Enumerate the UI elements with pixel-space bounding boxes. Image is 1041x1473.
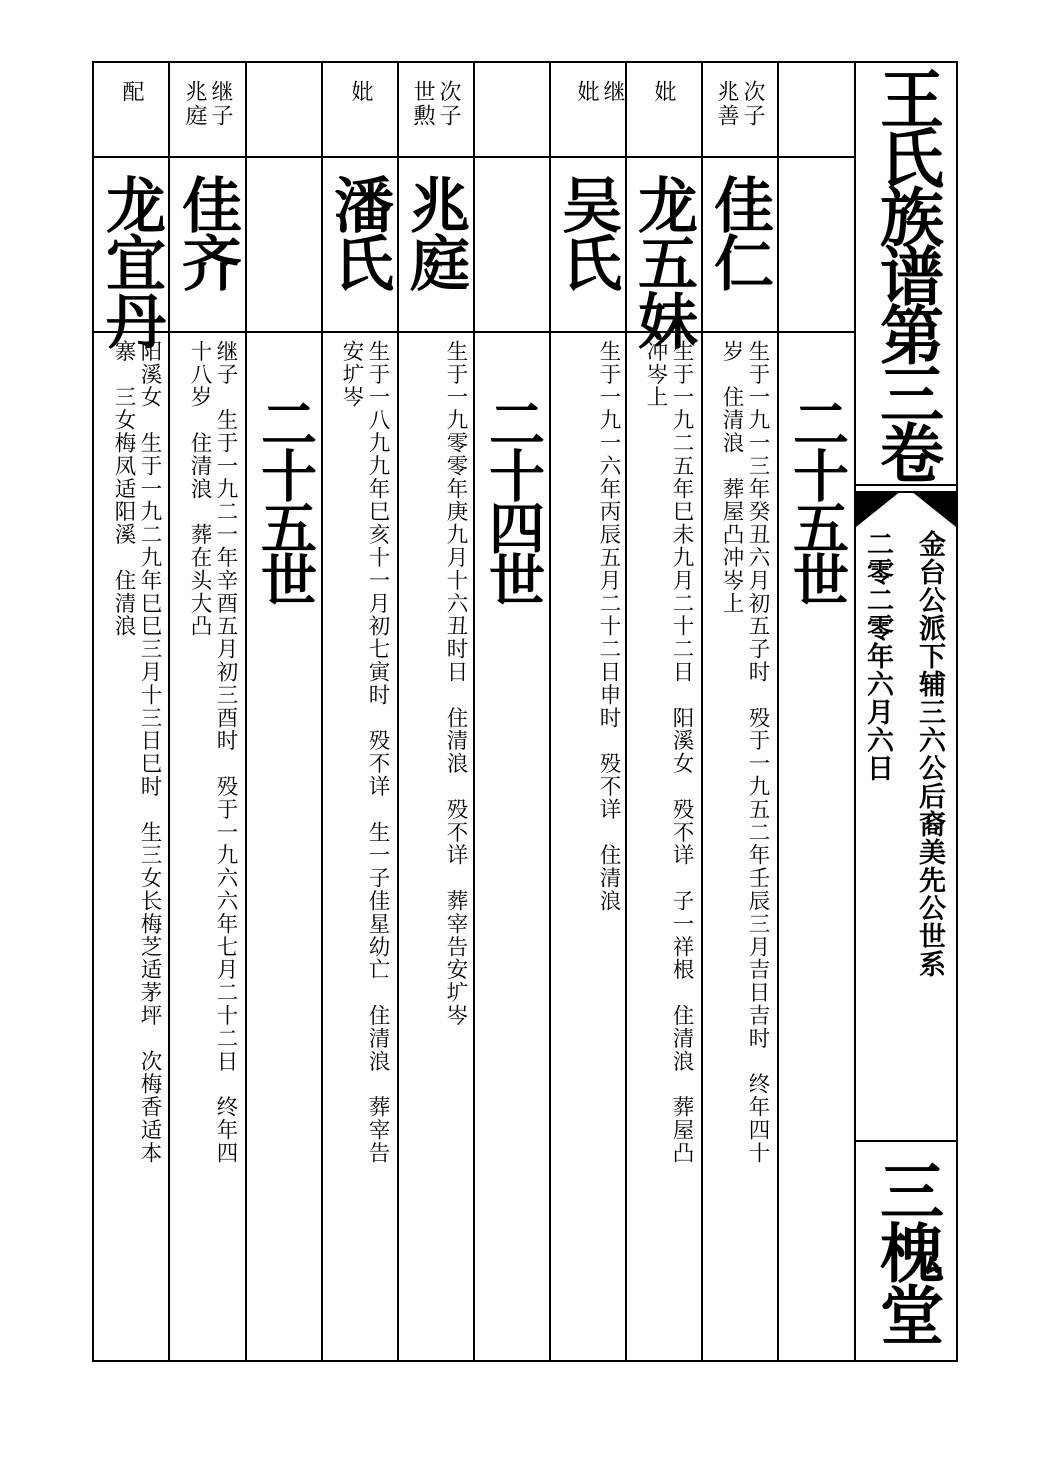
generation-label: 二十四世	[480, 395, 545, 603]
column-divider	[473, 61, 475, 1362]
relation-header: 妣	[651, 80, 676, 104]
name-row-line	[92, 331, 854, 333]
column-divider	[854, 61, 856, 1362]
generation-label: 二十五世	[252, 395, 317, 603]
person-record: 生于一九一三年癸丑六月初五子时 殁于一九五二年壬辰三月吉日吉时 终年四十 岁 住清浪 葬屋凸冲岑上	[719, 340, 770, 1165]
person-name: 潘氏	[324, 174, 394, 290]
relation-header: 次子 兆善	[714, 80, 765, 128]
relation-header: 继 妣	[574, 80, 625, 104]
title-line	[854, 484, 958, 486]
column-divider	[777, 61, 779, 1362]
hall-line	[854, 1140, 958, 1142]
person-record: 阳溪女 生于一九二九年巳巳三月十三日巳时 生三女长梅芝适茅坪 次梅香适本 寨 三女梅凤适阳溪 住清浪	[111, 340, 162, 1165]
book-title: 王氏族谱第三卷	[869, 66, 943, 479]
fishtail-mark	[856, 491, 956, 531]
header-row-line	[92, 156, 854, 158]
person-name: 佳齐	[172, 174, 242, 290]
person-record: 继子 生于一九二一年辛酉五月初三酉时 殁于一九六六年七月二十二日 终年四 十八岁 住清浪 葬在头大凸	[187, 340, 238, 1165]
relation-header: 妣	[348, 80, 373, 104]
generation-label: 二十五世	[784, 395, 849, 603]
compile-date: 二零二零年六月六日	[862, 530, 893, 782]
person-record: 生于一九零零年庚九月十六丑时日 住清浪 殁不详 葬宰告安圹岑	[443, 340, 468, 1027]
person-name: 兆庭	[400, 174, 470, 290]
person-name: 佳仁	[704, 174, 774, 290]
person-record: 生于一八九九年巳亥十一月初七寅时 殁不详 生一子佳星幼亡 住清浪 葬宰告 安圹岑	[339, 340, 390, 1165]
relation-header: 配	[119, 80, 144, 104]
branch-lineage: 金台公派下辅三六公后裔美先公世系	[914, 530, 945, 978]
relation-header: 继子 兆庭	[182, 80, 233, 128]
hall-name: 三槐堂	[869, 1158, 943, 1344]
person-name: 龙宜丹	[96, 174, 166, 348]
person-record: 生于一九一六年丙辰五月二十二日申时 殁不详 住清浪	[596, 340, 621, 913]
column-divider	[245, 61, 247, 1362]
person-record: 生于一九二五年巳未九月二十二日 阳溪女 殁不详 子一祥根 住清浪 葬屋凸 冲岑上	[643, 340, 694, 1165]
person-name: 龙五妹	[628, 174, 698, 348]
relation-header: 次子 世勲	[410, 80, 461, 128]
person-name: 吴氏	[552, 174, 622, 290]
